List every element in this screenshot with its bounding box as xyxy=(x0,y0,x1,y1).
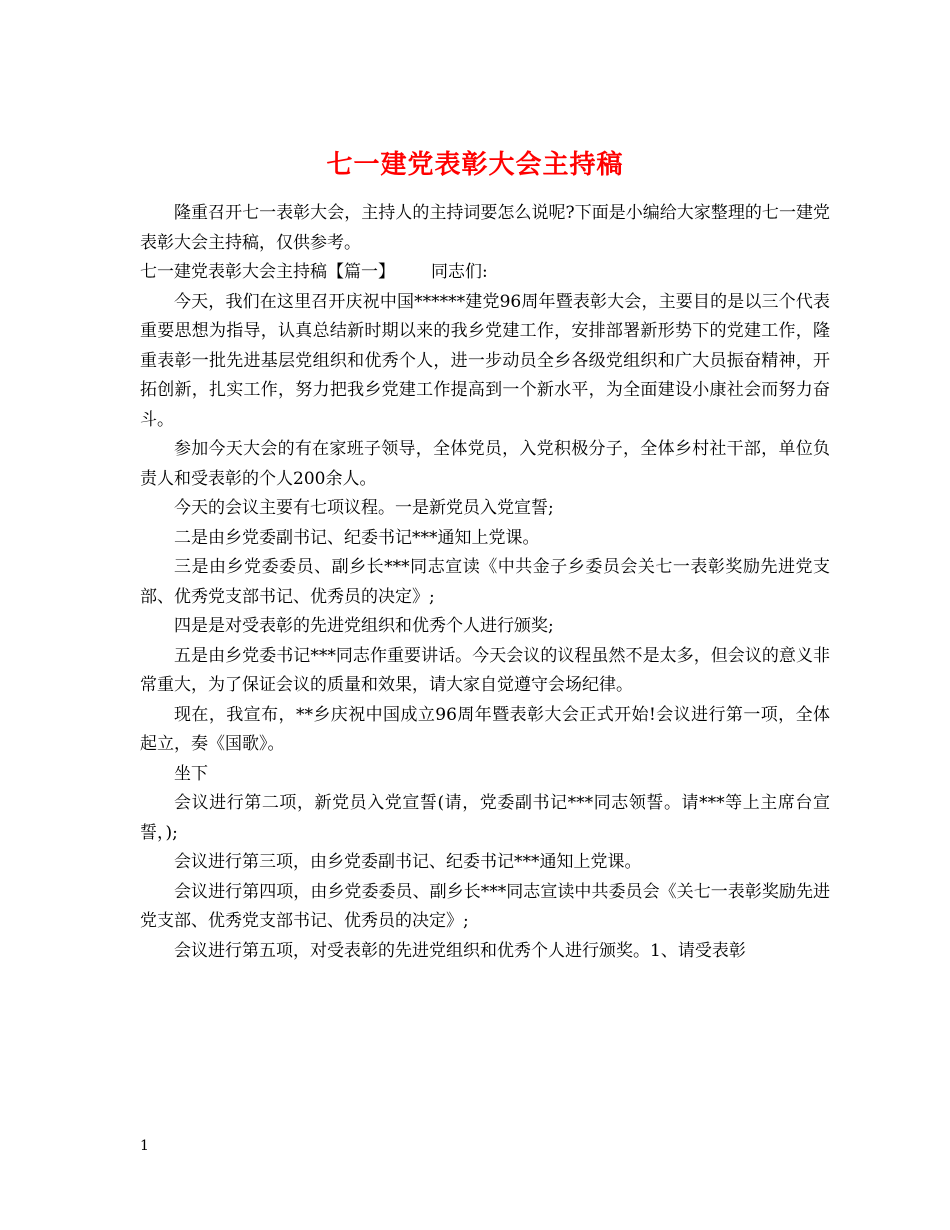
body-paragraph: 坐下 xyxy=(174,763,208,784)
intro-paragraph: 隆重召开七一表彰大会，主持人的主持词要怎么说呢?下面是小编给大家整理的七一建党表彰大会主持稿，仅供参考。 xyxy=(140,203,830,253)
body-paragraph: 五是由乡党委书记***同志作重要讲话。今天会议的议程虽然不是太多，但会议的意义非常重大，为了保证会议的质量和效果，请大家自觉遵守会场纪律。 xyxy=(140,645,830,695)
salutation: 同志们: xyxy=(431,262,488,282)
body-paragraph: 三是由乡党委委员、副乡长***同志宣读《中共金子乡委员会关七一表彰奖励先进党支部、优秀党支部书记、优秀员的决定》; xyxy=(140,557,830,607)
body-paragraph: 会议进行第五项，对受表彰的先进党组织和优秀个人进行颁奖。1、请受表彰 xyxy=(174,940,746,961)
document-title: 七一建党表彰大会主持稿 xyxy=(326,150,624,181)
body-paragraph: 二是由乡党委副书记、纪委书记***通知上党课。 xyxy=(174,527,540,548)
body-paragraph: 今天的会议主要有七项议程。一是新党员入党宣誓; xyxy=(174,498,554,518)
body-paragraph: 会议进行第二项，新党员入党宣誓(请，党委副书记***同志领誓。请***等上主席台宣誓，); xyxy=(140,793,830,843)
body-paragraph: 现在，我宣布，**乡庆祝中国成立96周年暨表彰大会正式开始!会议进行第一项，全体起立，奏《国歌》。 xyxy=(140,704,830,754)
body-paragraph: 参加今天大会的有在家班子领导，全体党员，入党积极分子，全体乡村社干部，单位负责人和受表彰的个人200余人。 xyxy=(140,439,830,489)
body-paragraph: 会议进行第三项，由乡党委副书记、纪委书记***通知上党课。 xyxy=(174,852,642,872)
section-heading: 七一建党表彰大会主持稿【篇一】 xyxy=(140,262,395,282)
body-paragraph: 今天，我们在这里召开庆祝中国******建党96周年暨表彰大会，主要目的是以三个代表重要思想为指导，认真总结新时期以来的我乡党建工作，安排部署新形势下的党建工作，隆重表彰一批先进基层党组织和优秀个人，进一步动员全乡各级党组织和广大员振奋精神，开拓创新，扎实工作，努力把我乡党建工作提高到一个新水平，为全面建设小康社会而努力奋斗。 xyxy=(140,291,830,430)
section-heading-line xyxy=(140,258,830,288)
body-paragraph: 会议进行第四项，由乡党委委员、副乡长***同志宣读中共委员会《关七一表彰奖励先进党支部、优秀党支部书记、优秀员的决定》; xyxy=(140,881,830,931)
document-body xyxy=(140,199,830,966)
page-number: 1 xyxy=(140,1138,149,1154)
body-paragraph: 四是是对受表彰的先进党组织和优秀个人进行颁奖; xyxy=(174,616,554,636)
